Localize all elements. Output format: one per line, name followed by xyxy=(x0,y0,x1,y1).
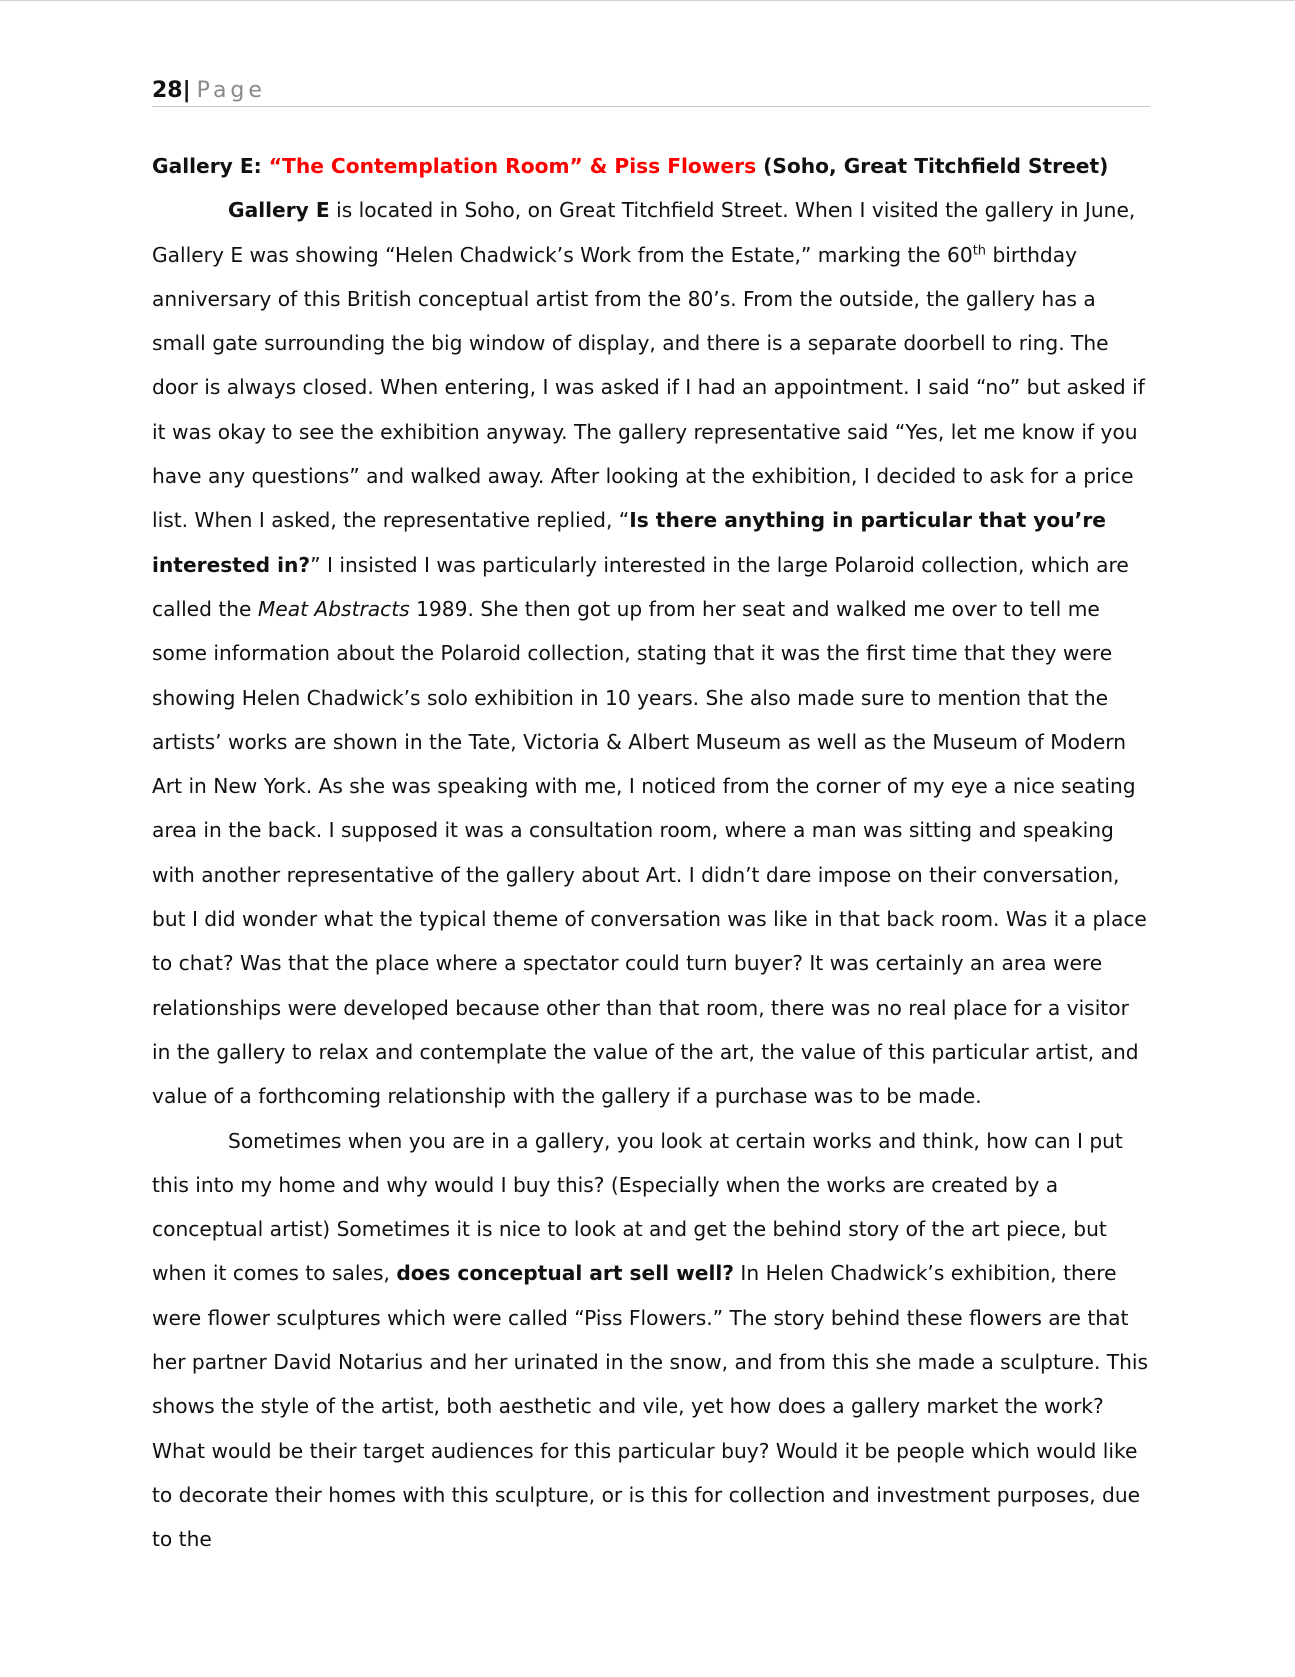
paragraph-2-bold-question: does conceptual art sell well? xyxy=(396,1261,734,1286)
section-heading xyxy=(152,144,1150,188)
paragraph-1 xyxy=(152,188,1150,1118)
page-separator: | xyxy=(182,78,191,103)
document-body xyxy=(152,144,1150,1562)
paragraph-1-text-b: birthday anniversary of this British conceptual artist from the 80’s. From the outside, the gallery has a small gate surrounding the big window of display, and there is a separate doorbell to ring. The door is always closed. When entering, I was asked if I had an appointment. I said “no” but asked if it was okay to see the exhibition anyway. The gallery representative said “Yes, let me know if you have any questions” and walked away. After looking at the exhibition, I decided to ask for a price list. When I asked, the representative replied, “ xyxy=(152,242,1145,533)
heading-colon: : xyxy=(253,154,262,178)
paragraph-1-bold-lead: Gallery E xyxy=(228,198,330,223)
page-number: 28 xyxy=(152,78,183,103)
heading-location: (Soho, Great Titchfield Street) xyxy=(763,154,1109,178)
paragraph-1-text-a: is located in Soho, on Great Titchfield Street. When I visited the gallery in June, Gallery E was showing “Helen Chadwick’s Work from the Estate,” marking the 60 xyxy=(152,198,1136,267)
paragraph-1-bold-quote: Is there anything in particular that you’re interested in? xyxy=(152,508,1106,577)
paragraph-1-text-d: 1989. She then got up from her seat and walked me over to tell me some information about the Polaroid collection, stating that it was the first time that they were showing Helen Chadwick’s solo exhibition in 10 years. She also made sure to mention that the artists’ works are shown in the Tate, Victoria & Albert Museum as well as the Museum of Modern Art in New York. As she was speaking with me, I noticed from the corner of my eye a nice seating area in the back. I supposed it was a consultation room, where a man was sitting and speaking with another representative of the gallery about Art. I didn’t dare impose on their conversation, but I did wonder what the typical theme of conversation was like in that back room. Was it a place to chat? Was that the place where a spectator could turn buyer? It was certainly an area were relationships were developed because other than that room, there was no real place for a visitor in the gallery to relax and contemplate the value of the art, the value of this particular artist, and value of a forthcoming relationship with the gallery if a purchase was to be made. xyxy=(152,596,1147,1109)
paragraph-1-text-c: ” I insisted I was particularly interested in the large Polaroid collection, which are called the xyxy=(152,552,1129,621)
heading-label: Gallery E xyxy=(152,154,254,178)
page-header xyxy=(152,76,1150,107)
paragraph-2-text-b: In Helen Chadwick’s exhibition, there were flower sculptures which were called “Piss Flowers.” The story behind these flowers are that her partner David Notarius and her urinated in the snow, and from this she made a sculpture. This shows the style of the artist, both aesthetic and vile, yet how does a gallery market the work? What would be their target audiences for this particular buy? Would it be people which would like to decorate their homes with this sculpture, or is this for collection and investment purposes, due to the xyxy=(152,1261,1149,1552)
paragraph-2 xyxy=(152,1119,1150,1562)
artwork-title: Meat Abstracts xyxy=(257,596,410,621)
ordinal-superscript: th xyxy=(972,242,987,258)
page-top-border xyxy=(0,0,1295,1)
page-word: Page xyxy=(196,78,266,103)
heading-red-title: “The Contemplation Room” & Piss Flowers xyxy=(268,154,757,178)
paragraph-2-text-a: Sometimes when you are in a gallery, you look at certain works and think, how can I put this into my home and why would I buy this? (Especially when the works are created by a conceptual artist) Sometimes it is nice to look at and get the behind story of the art piece, but when it comes to sales, xyxy=(152,1128,1123,1286)
